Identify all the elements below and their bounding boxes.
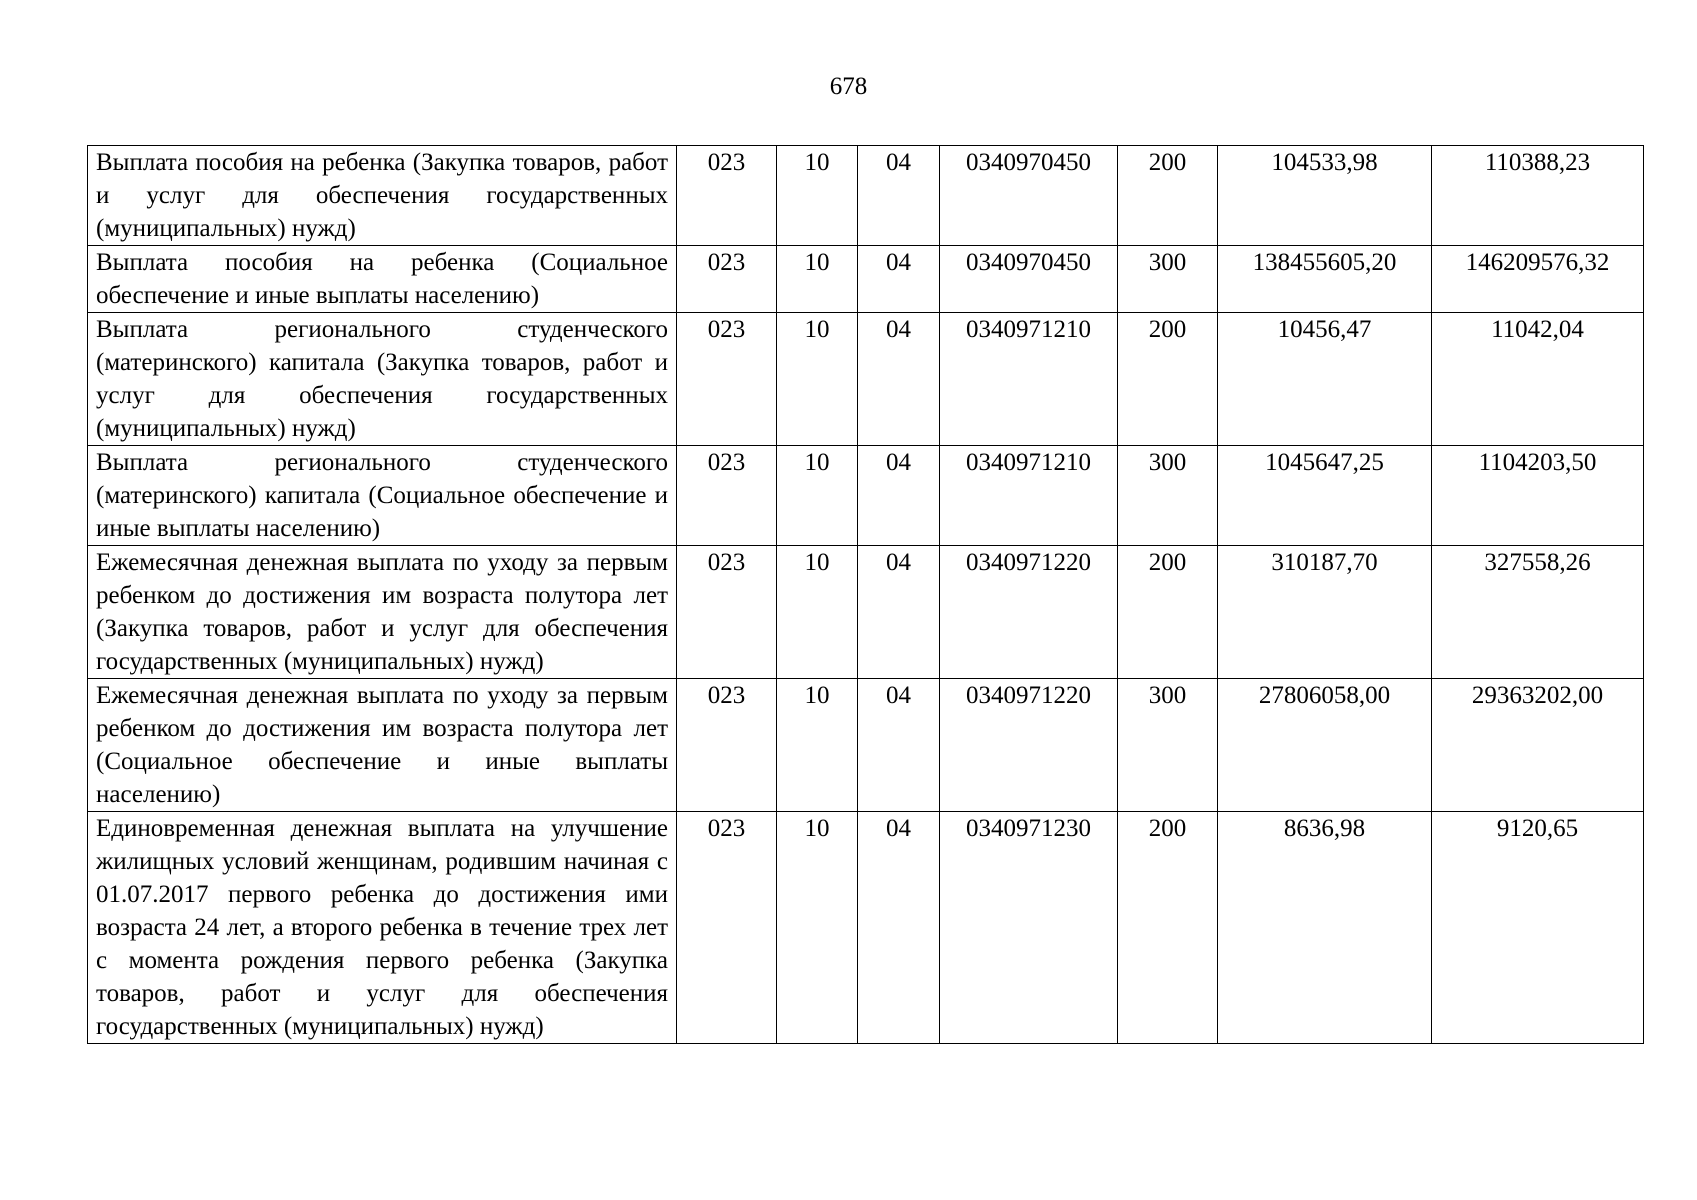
amount-year-1: 310187,70: [1218, 546, 1432, 679]
amount-year-1: 138455605,20: [1218, 246, 1432, 313]
section-code: 10: [777, 812, 858, 1044]
expense-type-code: 200: [1118, 146, 1218, 246]
amount-year-1: 10456,47: [1218, 313, 1432, 446]
amount-year-2: 9120,65: [1432, 812, 1644, 1044]
table-row: [88, 812, 1644, 1044]
table-row: [88, 146, 1644, 246]
row-description: Ежемесячная денежная выплата по уходу за первым ребенком до достижения им возраста полутора лет (Закупка товаров, работ и услуг для обеспечения государственных (муниципальных) нужд): [88, 546, 677, 679]
subsection-code: 04: [858, 546, 940, 679]
section-code: 10: [777, 546, 858, 679]
target-article-code: 0340971210: [940, 446, 1118, 546]
amount-year-2: 11042,04: [1432, 313, 1644, 446]
budget-table: [87, 145, 1644, 1044]
row-description: Выплата регионального студенческого (материнского) капитала (Социальное обеспечение и иные выплаты населению): [88, 446, 677, 546]
table-row: [88, 246, 1644, 313]
subsection-code: 04: [858, 812, 940, 1044]
amount-year-2: 327558,26: [1432, 546, 1644, 679]
amount-year-2: 146209576,32: [1432, 246, 1644, 313]
ministry-code: 023: [677, 679, 777, 812]
ministry-code: 023: [677, 146, 777, 246]
expense-type-code: 200: [1118, 812, 1218, 1044]
row-description: Ежемесячная денежная выплата по уходу за первым ребенком до достижения им возраста полутора лет (Социальное обеспечение и иные выплаты населению): [88, 679, 677, 812]
amount-year-1: 104533,98: [1218, 146, 1432, 246]
target-article-code: 0340971220: [940, 679, 1118, 812]
row-description: Выплата пособия на ребенка (Закупка товаров, работ и услуг для обеспечения государственных (муниципальных) нужд): [88, 146, 677, 246]
table-row: [88, 446, 1644, 546]
section-code: 10: [777, 246, 858, 313]
expense-type-code: 300: [1118, 446, 1218, 546]
subsection-code: 04: [858, 679, 940, 812]
table-row: [88, 313, 1644, 446]
ministry-code: 023: [677, 446, 777, 546]
amount-year-1: 8636,98: [1218, 812, 1432, 1044]
expense-type-code: 200: [1118, 313, 1218, 446]
target-article-code: 0340970450: [940, 246, 1118, 313]
subsection-code: 04: [858, 313, 940, 446]
amount-year-2: 110388,23: [1432, 146, 1644, 246]
target-article-code: 0340971210: [940, 313, 1118, 446]
page-number: 678: [829, 73, 868, 100]
subsection-code: 04: [858, 246, 940, 313]
subsection-code: 04: [858, 446, 940, 546]
target-article-code: 0340970450: [940, 146, 1118, 246]
ministry-code: 023: [677, 246, 777, 313]
table-row: [88, 679, 1644, 812]
table-body: [88, 146, 1644, 1044]
section-code: 10: [777, 679, 858, 812]
target-article-code: 0340971220: [940, 546, 1118, 679]
target-article-code: 0340971230: [940, 812, 1118, 1044]
row-description: Единовременная денежная выплата на улучшение жилищных условий женщинам, родившим начиная с 01.07.2017 первого ребенка до достижения ими возраста 24 лет, а второго ребенка в течение трех лет с момента рождения первого ребенка (Закупка товаров, работ и услуг для обеспечения государственных (муниципальных) нужд): [88, 812, 677, 1044]
row-description: Выплата регионального студенческого (материнского) капитала (Закупка товаров, работ и услуг для обеспечения государственных (муниципальных) нужд): [88, 313, 677, 446]
amount-year-2: 1104203,50: [1432, 446, 1644, 546]
amount-year-1: 1045647,25: [1218, 446, 1432, 546]
ministry-code: 023: [677, 812, 777, 1044]
ministry-code: 023: [677, 546, 777, 679]
section-code: 10: [777, 146, 858, 246]
table-row: [88, 546, 1644, 679]
expense-type-code: 300: [1118, 679, 1218, 812]
section-code: 10: [777, 313, 858, 446]
section-code: 10: [777, 446, 858, 546]
row-description: Выплата пособия на ребенка (Социальное обеспечение и иные выплаты населению): [88, 246, 677, 313]
amount-year-2: 29363202,00: [1432, 679, 1644, 812]
ministry-code: 023: [677, 313, 777, 446]
expense-type-code: 300: [1118, 246, 1218, 313]
expense-type-code: 200: [1118, 546, 1218, 679]
subsection-code: 04: [858, 146, 940, 246]
amount-year-1: 27806058,00: [1218, 679, 1432, 812]
